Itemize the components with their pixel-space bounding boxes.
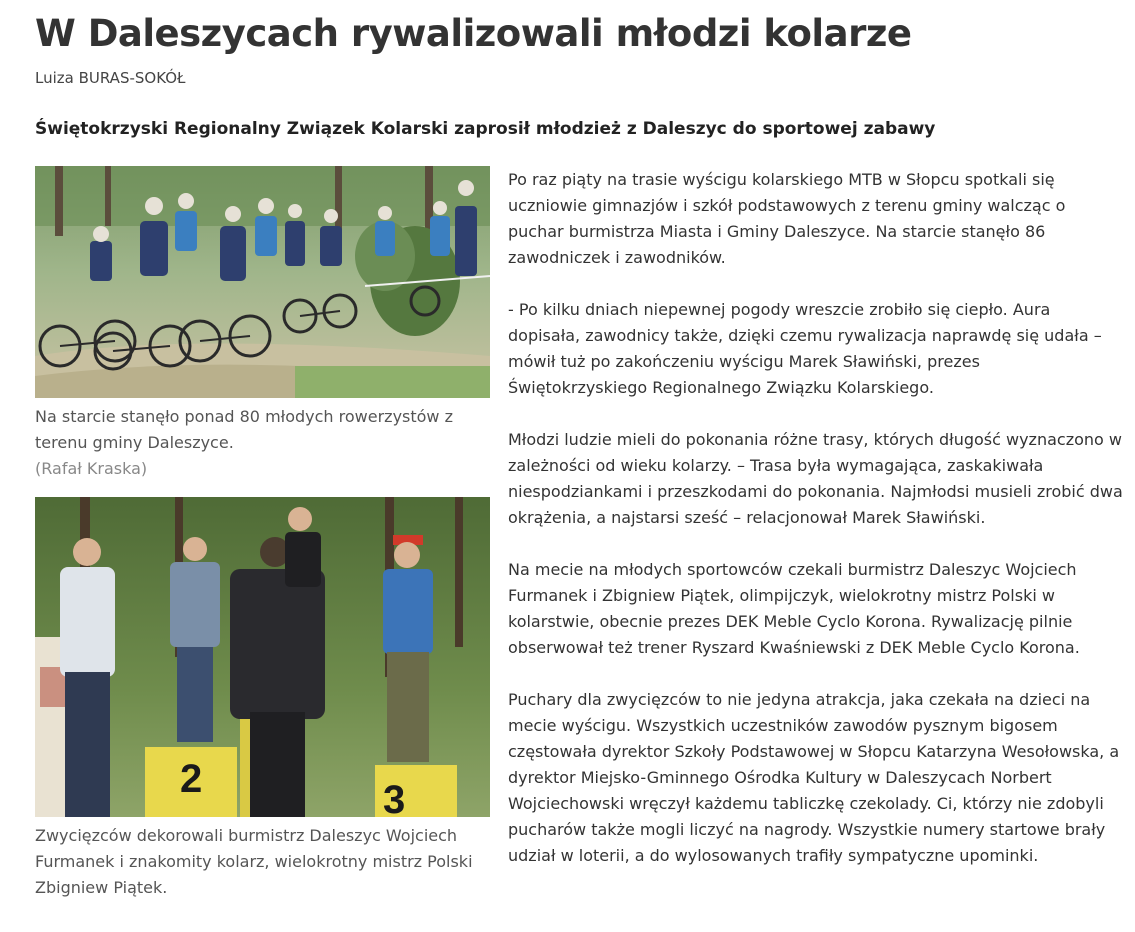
figure-caption: Zwycięzców dekorowali burmistrz Daleszyc Wojciech Furmanek i znakomity kolarz, wielokrotny mistrz Polski Zbigniew Piątek. bbox=[35, 826, 473, 897]
article-author[interactable]: Luiza BURAS-SOKÓŁ bbox=[35, 69, 186, 87]
article-paragraph: Puchary dla zwycięzców to nie jedyna atrakcja, jaka czekała na dzieci na mecie wyścigu. Wszystkich uczestników zawodów pysznym bigosem częstowała dyrektor Szkoły Podstawowej w Słopcu Katarzyna Wesołowska, a dyrektor Miejsko-Gminnego Ośrodka Kultury w Daleszycach Norbert Wojciechowski wręczył każdemu tabliczkę czekolady. Ci, którzy nie zdobyli pucharów także mogli liczyć na nagrody. Wszystkie numery startowe brały udział w loterii, a do wylosowanych trafiły sympatyczne upominki. bbox=[508, 690, 1120, 865]
article-title: W Daleszycach rywalizowali młodzi kolarze bbox=[35, 12, 912, 55]
podium-number-2: 2 bbox=[180, 757, 203, 801]
figure-start bbox=[35, 166, 490, 482]
article-paragraph: Młodzi ludzie mieli do pokonania różne trasy, których długość wyznaczono w zależności od wieku kolarzy. – Trasa była wymagająca, zaskakiwała niespodziankami i przeszkodami do pokonania. Najmłodsi musieli zrobić dwa okrążenia, a najstarsi sześć – relacjonował Marek Sławiński. bbox=[508, 430, 1123, 527]
photo-credit: (Rafał Kraska) bbox=[35, 459, 148, 478]
article-paragraph: Na mecie na młodych sportowców czekali burmistrz Daleszyc Wojciech Furmanek i Zbigniew Piątek, olimpijczyk, wielokrotny mistrz Polski w kolarstwie, obecnie prezes DEK Meble Cyclo Korona. Rywalizację pilnie obserwował też trener Ryszard Kwaśniewski z DEK Meble Cyclo Korona. bbox=[508, 560, 1080, 657]
figure-podium bbox=[35, 497, 490, 901]
photo-award-ceremony[interactable] bbox=[35, 497, 490, 817]
article-lead: Świętokrzyski Regionalny Związek Kolarski zaprosił młodzież z Daleszyc do sportowej zabawy bbox=[35, 119, 936, 139]
article-paragraph: - Po kilku dniach niepewnej pogody wreszcie zrobiło się ciepło. Aura dopisała, zawodnicy także, dzięki czemu rywalizacja naprawdę się udała – mówił tuż po zakończeniu wyścigu Marek Sławiński, prezes Świętokrzyskiego Regionalnego Związku Kolarskiego. bbox=[508, 300, 1102, 397]
article-paragraph: Po raz piąty na trasie wyścigu kolarskiego MTB w Słopcu spotkali się uczniowie gimnazjów i szkół podstawowych z terenu gminy walcząc o puchar burmistrza Miasta i Gminy Daleszyce. Na starcie stanęło 86 zawodniczek i zawodników. bbox=[508, 170, 1066, 267]
photo-cyclists-start[interactable] bbox=[35, 166, 490, 398]
figure-caption: Na starcie stanęło ponad 80 młodych rowerzystów z terenu gminy Daleszyce. bbox=[35, 407, 453, 452]
podium-number-3: 3 bbox=[383, 778, 406, 817]
article-body bbox=[508, 167, 1123, 895]
